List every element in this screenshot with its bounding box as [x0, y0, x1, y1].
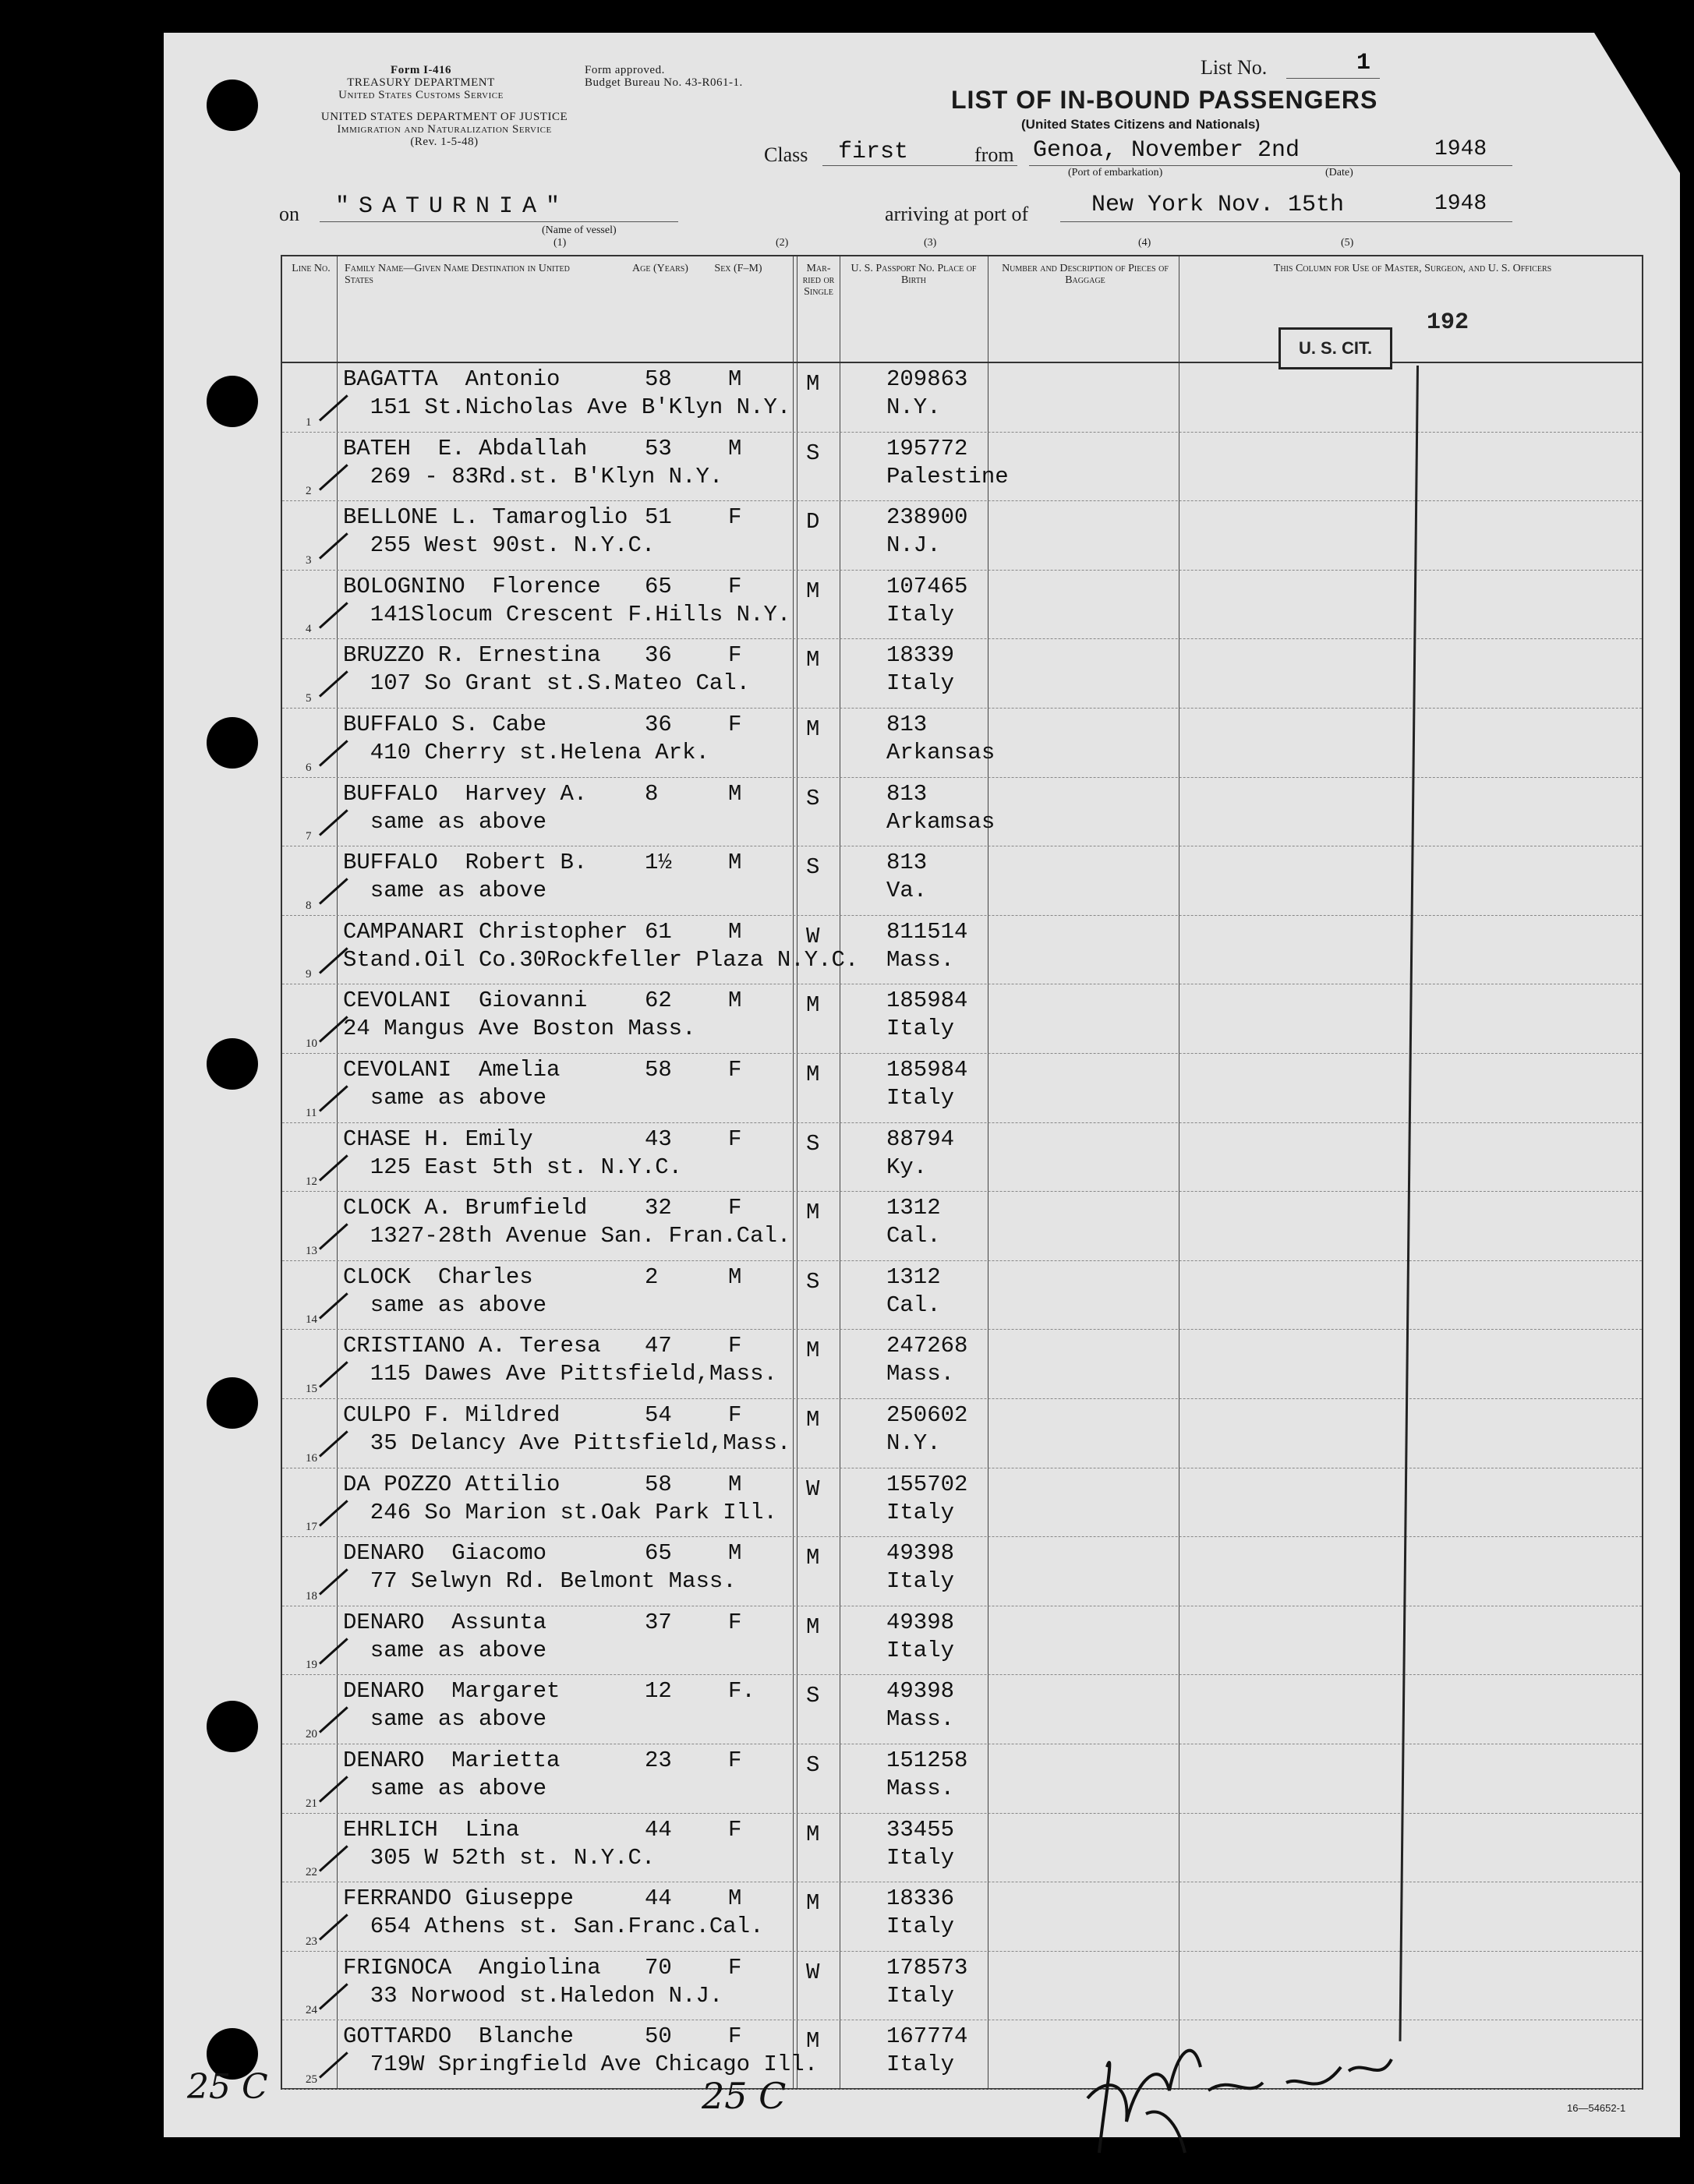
place-of-birth: Mass.	[886, 1706, 955, 1733]
passenger-name: CEVOLANI Giovanni	[343, 988, 588, 1014]
passport-number: 167774	[886, 2023, 968, 2050]
marital-status: M	[806, 1890, 820, 1917]
sex: M	[728, 988, 742, 1014]
marital-status: S	[806, 785, 820, 811]
passenger-name: GOTTARDO Blanche	[343, 2023, 574, 2050]
age: 58	[645, 366, 672, 392]
port-caption: (Port of embarkation)	[1068, 167, 1163, 178]
passport-number: 247268	[886, 1333, 968, 1359]
line-number: 6	[306, 761, 312, 774]
age: 54	[645, 1402, 672, 1428]
marital-status: W	[806, 1959, 820, 1985]
marital-status: M	[806, 716, 820, 742]
sex: F	[728, 1333, 742, 1359]
passport-number: 151258	[886, 1748, 968, 1773]
sex: F	[728, 504, 742, 531]
col-line-no: Line No.	[292, 263, 331, 274]
line-number: 15	[306, 1382, 317, 1395]
line-number: 20	[306, 1727, 317, 1740]
col-name: Family Name—Given Name Destination in United States	[345, 263, 570, 286]
table-row	[282, 1123, 1642, 1193]
passenger-name: CLOCK Charles	[343, 1263, 533, 1290]
place-of-birth: Mass.	[886, 946, 955, 973]
table-row	[282, 778, 1642, 847]
table-row	[282, 1054, 1642, 1123]
age: 50	[645, 2023, 672, 2050]
handwritten-note-bottom: 25 C	[702, 2075, 787, 2117]
line-number: 14	[306, 1313, 317, 1327]
sex: F	[728, 712, 742, 737]
sex: M	[728, 1540, 742, 1567]
passenger-name: BUFFALO Robert B.	[343, 850, 588, 876]
place-of-birth: Mass.	[886, 1361, 955, 1387]
line-number: 12	[306, 1175, 317, 1189]
age: 32	[645, 1195, 672, 1221]
destination: 115 Dawes Ave Pittsfield,Mass.	[343, 1361, 777, 1387]
col-caption-1: (1)	[553, 237, 567, 249]
place-of-birth: N.Y.	[886, 394, 941, 420]
embarkation-value: Genoa, November 2nd	[1033, 137, 1300, 164]
destination: 107 So Grant st.S.Mateo Cal.	[343, 670, 751, 697]
handwritten-note-left: 25 C	[187, 2067, 268, 2107]
destination: 125 East 5th st. N.Y.C.	[343, 1154, 683, 1180]
age: 47	[645, 1333, 672, 1359]
passenger-table	[281, 255, 1643, 2090]
passenger-name: DENARO Assunta	[343, 1609, 547, 1635]
place-of-birth: Cal.	[886, 1292, 941, 1318]
us-citizen-stamp: U. S. CIT.	[1278, 327, 1392, 369]
sex: M	[728, 850, 742, 876]
table-row	[282, 1814, 1642, 1883]
passport-number: 811514	[886, 918, 968, 945]
place-of-birth: Italy	[886, 1085, 955, 1111]
marital-status: D	[806, 509, 820, 535]
passenger-name: BRUZZO R. Ernestina	[343, 642, 601, 669]
marital-status: M	[806, 1613, 820, 1640]
place-of-birth: Italy	[886, 1568, 955, 1595]
place-of-birth: Italy	[886, 1637, 955, 1663]
budget-bureau: Budget Bureau No. 43-R061-1.	[585, 76, 743, 89]
destination: 33 Norwood st.Haledon N.J.	[343, 1982, 723, 2009]
table-row	[282, 1606, 1642, 1676]
sex: M	[728, 780, 742, 807]
line-number: 22	[306, 1866, 317, 1879]
passenger-name: BUFFALO S. Cabe	[343, 712, 547, 737]
treasury-dept: TREASURY DEPARTMENT	[347, 76, 495, 89]
ins-service: Immigration and Naturalization Service	[337, 123, 552, 136]
passport-number: 813	[886, 850, 928, 876]
punch-hole	[207, 1377, 258, 1429]
destination: 151 St.Nicholas Ave B'Klyn N.Y.	[343, 394, 791, 420]
departure-year: 1948	[1434, 137, 1487, 161]
passport-number: 18339	[886, 642, 955, 669]
line-number: 21	[306, 1797, 317, 1810]
form-code: 16—54652-1	[1567, 2102, 1626, 2114]
age: 44	[645, 1885, 672, 1912]
age: 70	[645, 1954, 672, 1981]
line-number: 4	[306, 623, 312, 636]
punch-hole	[207, 717, 258, 769]
passport-number: 49398	[886, 1609, 955, 1635]
sex: F	[728, 1609, 742, 1635]
age: 37	[645, 1609, 672, 1635]
line-number: 24	[306, 2004, 317, 2017]
table-row	[282, 1952, 1642, 2021]
marital-status: S	[806, 1752, 820, 1778]
sex: F	[728, 1402, 742, 1428]
destination: 305 W 52th st. N.Y.C.	[343, 1844, 656, 1871]
destination: same as above	[343, 1706, 547, 1733]
place-of-birth: N.J.	[886, 532, 941, 559]
sex: F	[728, 642, 742, 669]
form-approved: Form approved.	[585, 64, 665, 76]
destination: 269 - 83Rd.st. B'Klyn N.Y.	[343, 463, 723, 489]
line-number: 7	[306, 830, 312, 843]
marital-status: W	[806, 923, 820, 949]
table-row	[282, 984, 1642, 1054]
destination: 410 Cherry st.Helena Ark.	[343, 740, 709, 765]
sex: M	[728, 1471, 742, 1497]
marital-status: S	[806, 1268, 820, 1295]
passenger-name: CLOCK A. Brumfield	[343, 1195, 588, 1221]
table-row	[282, 639, 1642, 709]
passenger-name: CAMPANARI Christopher	[343, 918, 628, 945]
age: 65	[645, 573, 672, 599]
line-number: 13	[306, 1244, 317, 1257]
sex: M	[728, 366, 742, 392]
col-passport: U. S. Passport No. Place of Birth	[851, 263, 977, 286]
handwritten-signature	[1084, 1997, 1138, 2137]
table-row	[282, 363, 1642, 433]
line-number: 18	[306, 1589, 317, 1603]
destination: same as above	[343, 1085, 547, 1111]
destination: 77 Selwyn Rd. Belmont Mass.	[343, 1568, 737, 1595]
manifest-page	[164, 33, 1680, 2137]
marital-status: M	[806, 992, 820, 1019]
date-caption: (Date)	[1325, 167, 1353, 178]
age: 8	[645, 780, 659, 807]
col-caption-3: (3)	[924, 237, 937, 249]
place-of-birth: Italy	[886, 1982, 955, 2009]
table-row	[282, 846, 1642, 916]
col-married: Mar-ried or Single	[802, 263, 835, 298]
sex: F	[728, 1816, 742, 1843]
destination: 719W Springfield Ave Chicago Ill.	[343, 2051, 819, 2078]
line-number: 25	[306, 2073, 317, 2086]
passport-number: 18336	[886, 1885, 955, 1912]
col-caption-5: (5)	[1341, 237, 1354, 249]
punch-hole	[207, 376, 258, 427]
passport-number: 33455	[886, 1816, 955, 1843]
age: 65	[645, 1540, 672, 1567]
destination: same as above	[343, 878, 547, 904]
destination: 141Slocum Crescent F.Hills N.Y.	[343, 601, 791, 627]
age: 36	[645, 712, 672, 737]
marital-status: M	[806, 1062, 820, 1087]
line-number: 19	[306, 1659, 317, 1672]
place-of-birth: Arkamsas	[886, 808, 996, 835]
sex: F	[728, 1126, 742, 1152]
marital-status: S	[806, 1683, 820, 1709]
passport-number: 813	[886, 780, 928, 807]
place-of-birth: Italy	[886, 601, 955, 627]
from-label: from	[974, 143, 1014, 166]
passport-number: 185984	[886, 988, 968, 1014]
passenger-name: CHASE H. Emily	[343, 1126, 533, 1152]
age: 62	[645, 988, 672, 1014]
age: 53	[645, 435, 672, 461]
passport-number: 155702	[886, 1471, 968, 1497]
col-caption-2: (2)	[776, 237, 789, 249]
marital-status: M	[806, 371, 820, 397]
folded-corner	[1594, 33, 1680, 173]
sex: F	[728, 1748, 742, 1773]
table-row	[282, 1537, 1642, 1606]
marital-status: M	[806, 1200, 820, 1226]
place-of-birth: Italy	[886, 1016, 955, 1042]
age: 44	[645, 1816, 672, 1843]
justice-block	[273, 111, 616, 148]
document-subtitle: (United States Citizens and Nationals)	[1021, 117, 1261, 132]
place-of-birth: Ky.	[886, 1154, 928, 1180]
passenger-name: BAGATTA Antonio	[343, 366, 561, 392]
passenger-name: DA POZZO Attilio	[343, 1471, 561, 1497]
arriving-label: arriving at port of	[885, 203, 1029, 225]
passport-number: 185984	[886, 1057, 968, 1083]
destination: 654 Athens st. San.Franc.Cal.	[343, 1914, 764, 1940]
line-number: 17	[306, 1521, 317, 1534]
destination: same as above	[343, 808, 547, 835]
form-identification	[320, 64, 522, 101]
place-of-birth: Va.	[886, 878, 928, 904]
destination: Stand.Oil Co.30Rockfeller Plaza N.Y.C.	[343, 946, 859, 973]
passenger-name: BELLONE L. Tamaroglio	[343, 504, 628, 531]
table-row	[282, 571, 1642, 640]
list-no-value: 1	[1356, 50, 1371, 76]
destination: 246 So Marion st.Oak Park Ill.	[343, 1499, 777, 1525]
place-of-birth: Arkansas	[886, 740, 996, 765]
table-row	[282, 1675, 1642, 1744]
destination: 35 Delancy Ave Pittsfield,Mass.	[343, 1430, 791, 1456]
line-number: 2	[306, 485, 312, 498]
marital-status: M	[806, 647, 820, 673]
age: 12	[645, 1678, 672, 1705]
sex: M	[728, 1263, 742, 1290]
passenger-name: DENARO Margaret	[343, 1678, 561, 1705]
destination: 24 Mangus Ave Boston Mass.	[343, 1016, 696, 1042]
place-of-birth: Cal.	[886, 1223, 941, 1249]
justice-dept: UNITED STATES DEPARTMENT OF JUSTICE	[320, 111, 568, 123]
destination: same as above	[343, 1776, 547, 1801]
passport-number: 238900	[886, 504, 968, 531]
passport-number: 88794	[886, 1126, 955, 1152]
class-value: first	[838, 139, 909, 165]
marital-status: M	[806, 1821, 820, 1847]
passenger-name: CEVOLANI Amelia	[343, 1057, 561, 1083]
passport-number: 107465	[886, 573, 968, 599]
table-row	[282, 1468, 1642, 1538]
marital-status: M	[806, 1545, 820, 1571]
table-row	[282, 1744, 1642, 1814]
marital-status: M	[806, 578, 820, 604]
table-row	[282, 916, 1642, 985]
place-of-birth: Italy	[886, 670, 955, 697]
approval-block	[585, 64, 803, 89]
passenger-name: FERRANDO Giuseppe	[343, 1885, 574, 1912]
passenger-name: BATEH E. Abdallah	[343, 435, 588, 461]
table-row	[282, 501, 1642, 571]
passenger-name: BUFFALO Harvey A.	[343, 780, 588, 807]
sex: F	[728, 573, 742, 599]
place-of-birth: Palestine	[886, 463, 1009, 489]
on-label: on	[279, 203, 299, 225]
passenger-name: EHRLICH Lina	[343, 1816, 520, 1843]
passenger-name: CULPO F. Mildred	[343, 1402, 561, 1428]
list-no-label: List No.	[1201, 56, 1268, 79]
passenger-name: CRISTIANO A. Teresa	[343, 1333, 601, 1359]
age: 43	[645, 1126, 672, 1152]
destination: same as above	[343, 1637, 547, 1663]
col-age: Age (Years)	[632, 263, 688, 274]
passport-number: 49398	[886, 1540, 955, 1567]
passport-number: 178573	[886, 1954, 968, 1981]
marital-status: S	[806, 854, 820, 881]
place-of-birth: Italy	[886, 2051, 955, 2078]
table-row	[282, 433, 1642, 502]
vessel-name: "SATURNIA"	[335, 193, 570, 220]
place-of-birth: Italy	[886, 1844, 955, 1871]
table-row	[282, 1330, 1642, 1399]
passenger-name: DENARO Marietta	[343, 1748, 561, 1773]
passenger-name: BOLOGNINO Florence	[343, 573, 601, 599]
line-number: 10	[306, 1037, 317, 1050]
passport-number: 49398	[886, 1678, 955, 1705]
table-row	[282, 709, 1642, 778]
line-number: 1	[306, 415, 312, 429]
table-row	[282, 2020, 1642, 2090]
passport-number: 1312	[886, 1195, 941, 1221]
col-sex: Sex (F–M)	[714, 263, 762, 274]
place-of-birth: Italy	[886, 1499, 955, 1525]
arrival-year: 1948	[1434, 192, 1487, 216]
passport-number: 1312	[886, 1263, 941, 1290]
age: 51	[645, 504, 672, 531]
col-baggage: Number and Description of Pieces of Baggage	[1002, 263, 1169, 286]
table-row	[282, 1192, 1642, 1261]
age: 58	[645, 1057, 672, 1083]
sex: F	[728, 1954, 742, 1981]
col-officers: This Column for Use of Master, Surgeon, and U. S. Officers	[1273, 263, 1552, 274]
marital-status: S	[806, 440, 820, 466]
line-number: 9	[306, 968, 312, 981]
passport-number: 195772	[886, 435, 968, 461]
document-title: LIST OF IN-BOUND PASSENGERS	[951, 86, 1378, 114]
sex: F	[728, 1195, 742, 1221]
sex: F	[728, 2023, 742, 2050]
class-label: Class	[764, 143, 808, 166]
line-number: 3	[306, 553, 312, 567]
age: 58	[645, 1471, 672, 1497]
line-number: 8	[306, 899, 312, 912]
sex: M	[728, 1885, 742, 1912]
place-of-birth: N.Y.	[886, 1430, 941, 1456]
table-row	[282, 1882, 1642, 1952]
place-of-birth: Mass.	[886, 1776, 955, 1801]
form-number: Form I-416	[391, 64, 451, 76]
table-row	[282, 1399, 1642, 1468]
destination: same as above	[343, 1292, 547, 1318]
age: 36	[645, 642, 672, 669]
table-row	[282, 1261, 1642, 1331]
vessel-caption: (Name of vessel)	[542, 224, 617, 236]
age: 23	[645, 1748, 672, 1773]
customs-service: United States Customs Service	[338, 89, 504, 101]
line-number: 23	[306, 1935, 317, 1948]
col-caption-4: (4)	[1138, 237, 1151, 249]
passenger-name: DENARO Giacomo	[343, 1540, 547, 1567]
marital-status: M	[806, 2028, 820, 2055]
age: 61	[645, 918, 672, 945]
age: 1½	[645, 850, 672, 876]
marital-status: W	[806, 1475, 820, 1502]
sex: F	[728, 1057, 742, 1083]
passport-number: 813	[886, 712, 928, 737]
marital-status: M	[806, 1407, 820, 1433]
line-number: 5	[306, 691, 312, 705]
punch-hole	[207, 80, 258, 131]
punch-hole	[207, 1038, 258, 1090]
place-of-birth: Italy	[886, 1914, 955, 1940]
passport-number: 209863	[886, 366, 968, 392]
arrival-value: New York Nov. 15th	[1091, 192, 1345, 218]
age: 2	[645, 1263, 659, 1290]
sex: M	[728, 918, 742, 945]
sex: F.	[728, 1678, 755, 1705]
destination: 255 West 90st. N.Y.C.	[343, 532, 656, 559]
revision: (Rev. 1-5-48)	[410, 136, 479, 148]
passport-number: 250602	[886, 1402, 968, 1428]
punch-hole	[207, 1701, 258, 1752]
marital-status: M	[806, 1338, 820, 1364]
passenger-name: FRIGNOCA Angiolina	[343, 1954, 601, 1981]
line-number: 11	[306, 1106, 317, 1119]
margin-number: 192	[1427, 309, 1469, 336]
line-number: 16	[306, 1451, 317, 1465]
destination: 1327-28th Avenue San. Fran.Cal.	[343, 1223, 791, 1249]
marital-status: S	[806, 1130, 820, 1157]
sex: M	[728, 435, 742, 461]
